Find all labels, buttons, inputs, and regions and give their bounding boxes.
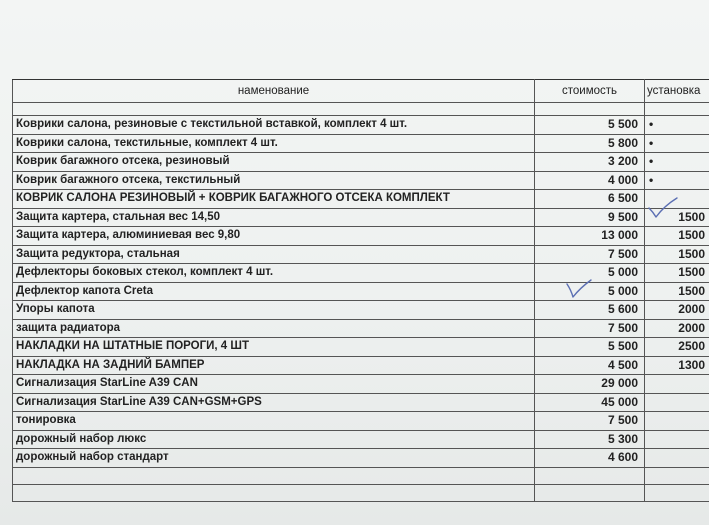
row-name: Дефлекторы боковых стекол, комплект 4 шт.: [13, 264, 535, 283]
row-price: 5 000: [535, 264, 645, 283]
row-install: 1300: [645, 356, 709, 375]
row-price: 5 800: [535, 134, 645, 153]
column-header-install: установка: [645, 80, 709, 103]
row-price: 4 500: [535, 356, 645, 375]
spacer-row: [13, 103, 709, 116]
row-price: 9 500: [535, 208, 645, 227]
column-header-price: стоимость: [535, 80, 645, 103]
row-name: тонировка: [13, 412, 535, 431]
table-row: [13, 412, 709, 431]
row-name: Коврик багажного отсека, текстильный: [13, 171, 535, 190]
empty-cell: [645, 484, 709, 501]
row-install: [645, 449, 709, 468]
table-row: [13, 319, 709, 338]
header-row: [13, 80, 709, 103]
row-install: 2000: [645, 301, 709, 320]
table-row: [13, 393, 709, 412]
row-name: защита радиатора: [13, 319, 535, 338]
table-row: [13, 282, 709, 301]
row-name: Защита редуктора, стальная: [13, 245, 535, 264]
row-install: [645, 430, 709, 449]
table-row: [13, 430, 709, 449]
row-name: НАКЛАДКА НА ЗАДНИЙ БАМПЕР: [13, 356, 535, 375]
empty-cell: [13, 484, 535, 501]
row-install: [645, 375, 709, 394]
row-install: 1500: [645, 282, 709, 301]
price-table: [12, 79, 709, 502]
table-row: [13, 190, 709, 209]
row-price: 5 500: [535, 338, 645, 357]
row-name: Коврик багажного отсека, резиновый: [13, 153, 535, 172]
row-name: Сигнализация StarLine A39 CAN+GSM+GPS: [13, 393, 535, 412]
row-price: 29 000: [535, 375, 645, 394]
row-install: •: [645, 153, 709, 172]
row-name: НАКЛАДКИ НА ШТАТНЫЕ ПОРОГИ, 4 ШТ: [13, 338, 535, 357]
table-row: [13, 171, 709, 190]
row-price: 4 600: [535, 449, 645, 468]
row-name: Коврики салона, резиновые с текстильной вставкой, комплект 4 шт.: [13, 116, 535, 135]
table-row: [13, 134, 709, 153]
table-row: [13, 338, 709, 357]
table-row: [13, 116, 709, 135]
table-row: [13, 245, 709, 264]
row-price: 45 000: [535, 393, 645, 412]
row-name: Упоры капота: [13, 301, 535, 320]
row-install: 2500: [645, 338, 709, 357]
row-install: [645, 393, 709, 412]
row-name: Сигнализация StarLine A39 CAN: [13, 375, 535, 394]
table-row: [13, 264, 709, 283]
row-price: 13 000: [535, 227, 645, 246]
empty-cell: [535, 467, 645, 484]
row-price: 7 500: [535, 245, 645, 264]
row-price: 5 600: [535, 301, 645, 320]
table-row: [13, 301, 709, 320]
row-install: [645, 190, 709, 209]
empty-cell: [13, 467, 535, 484]
row-name: Коврики салона, текстильные, комплект 4 шт.: [13, 134, 535, 153]
empty-cell: [645, 467, 709, 484]
empty-row: [13, 484, 709, 501]
column-header-name: наменование: [13, 80, 535, 103]
table-row: [13, 356, 709, 375]
empty-row: [13, 467, 709, 484]
table-row: [13, 227, 709, 246]
row-install: •: [645, 134, 709, 153]
row-install: 1500: [645, 264, 709, 283]
row-install: 2000: [645, 319, 709, 338]
table-row: [13, 208, 709, 227]
row-name: дорожный набор стандарт: [13, 449, 535, 468]
row-install: 1500: [645, 245, 709, 264]
row-price: 5 500: [535, 116, 645, 135]
empty-cell: [535, 484, 645, 501]
row-install: •: [645, 116, 709, 135]
row-price: 7 500: [535, 319, 645, 338]
row-name: КОВРИК САЛОНА РЕЗИНОВЫЙ + КОВРИК БАГАЖНОГО ОТСЕКА КОМПЛЕКТ: [13, 190, 535, 209]
row-install: 1500: [645, 208, 709, 227]
row-install: 1500: [645, 227, 709, 246]
row-name: Дефлектор капота Creta: [13, 282, 535, 301]
row-name: дорожный набор люкс: [13, 430, 535, 449]
row-price: 7 500: [535, 412, 645, 431]
row-name: Защита картера, стальная вес 14,50: [13, 208, 535, 227]
table-row: [13, 449, 709, 468]
table-row: [13, 375, 709, 394]
row-price: 5 000: [535, 282, 645, 301]
row-price: 6 500: [535, 190, 645, 209]
row-install: •: [645, 171, 709, 190]
row-price: 3 200: [535, 153, 645, 172]
row-price: 4 000: [535, 171, 645, 190]
row-install: [645, 412, 709, 431]
row-name: Защита картера, алюминиевая вес 9,80: [13, 227, 535, 246]
table-row: [13, 153, 709, 172]
row-price: 5 300: [535, 430, 645, 449]
